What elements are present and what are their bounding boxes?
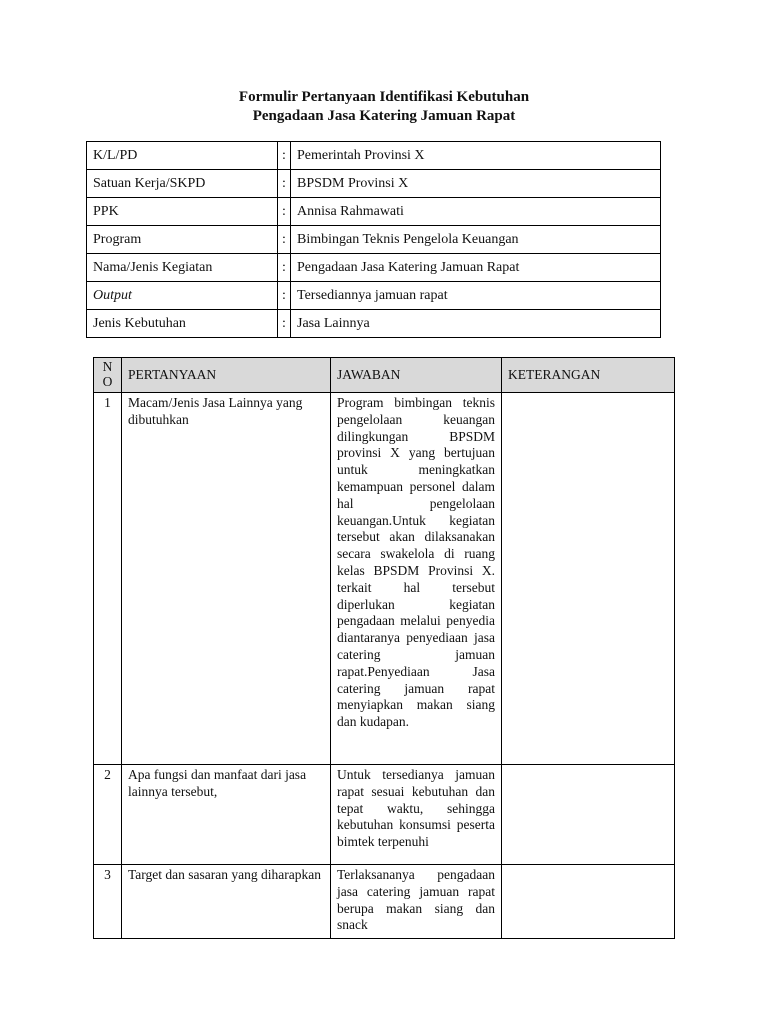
info-separator: :	[278, 170, 291, 198]
info-separator: :	[278, 282, 291, 310]
info-label: Nama/Jenis Kegiatan	[87, 254, 278, 282]
info-table	[86, 141, 661, 338]
info-label: Output	[87, 282, 278, 310]
question-table	[93, 357, 675, 939]
header-pertanyaan: PERTANYAAN	[122, 358, 331, 393]
info-value: Bimbingan Teknis Pengelola Keuangan	[291, 226, 661, 254]
table-row	[94, 393, 675, 765]
row-answer: Program bimbingan teknis pengelolaan keuangan dilingkungan BPSDM provinsi X yang bertujuan untuk meningkatkan kemampuan personel dalam hal pengelolaan keuangan.Untuk kegiatan tersebut akan dilaksanakan secara swakelola di ruang kelas BPSDM Provinsi X. terkait hal tersebut diperlukan kegiatan pengadaan melalui penyedia diantaranya penyediaan jasa catering jamuan rapat.Penyediaan Jasa catering jamuan rapat menyiapkan makan siang dan kudapan.	[331, 393, 502, 765]
info-separator: :	[278, 226, 291, 254]
info-label: PPK	[87, 198, 278, 226]
info-row-satuan-kerja	[87, 170, 661, 198]
row-question: Target dan sasaran yang diharapkan	[122, 865, 331, 939]
title-line-1: Formulir Pertanyaan Identifikasi Kebutuhan	[238, 89, 530, 105]
info-row-output	[87, 282, 661, 310]
row-number: 3	[94, 865, 122, 939]
row-answer: Terlaksananya pengadaan jasa catering jamuan rapat berupa makan siang dan snack	[331, 865, 502, 939]
header-no-line-1: N	[102, 359, 113, 374]
info-label: K/L/PD	[87, 142, 278, 170]
info-row-ppk	[87, 198, 661, 226]
info-label: Jenis Kebutuhan	[87, 310, 278, 338]
info-separator: :	[278, 198, 291, 226]
info-separator: :	[278, 254, 291, 282]
info-value: Pemerintah Provinsi X	[291, 142, 661, 170]
info-value: Tersediannya jamuan rapat	[291, 282, 661, 310]
row-question: Apa fungsi dan manfaat dari jasa lainnya tersebut,	[122, 765, 331, 865]
row-question: Macam/Jenis Jasa Lainnya yang dibutuhkan	[122, 393, 331, 765]
info-row-program	[87, 226, 661, 254]
info-label: Satuan Kerja/SKPD	[87, 170, 278, 198]
info-value: Jasa Lainnya	[291, 310, 661, 338]
header-no-line-2: O	[102, 374, 113, 389]
info-label: Program	[87, 226, 278, 254]
info-row-klpd	[87, 142, 661, 170]
info-value: Annisa Rahmawati	[291, 198, 661, 226]
row-number: 2	[94, 765, 122, 865]
info-separator: :	[278, 310, 291, 338]
header-jawaban: JAWABAN	[331, 358, 502, 393]
header-keterangan: KETERANGAN	[502, 358, 675, 393]
info-value: Pengadaan Jasa Katering Jamuan Rapat	[291, 254, 661, 282]
row-number: 1	[94, 393, 122, 765]
document-title	[0, 88, 768, 126]
info-separator: :	[278, 142, 291, 170]
row-answer: Untuk tersedianya jamuan rapat sesuai kebutuhan dan tepat waktu, sehingga kebutuhan konsumsi peserta bimtek terpenuhi	[331, 765, 502, 865]
info-row-kegiatan	[87, 254, 661, 282]
question-table-header	[94, 358, 675, 393]
table-row	[94, 865, 675, 939]
row-keterangan	[502, 765, 675, 865]
info-value: BPSDM Provinsi X	[291, 170, 661, 198]
title-line-2: Pengadaan Jasa Katering Jamuan Rapat	[252, 108, 516, 124]
info-row-jenis-kebutuhan	[87, 310, 661, 338]
header-no	[94, 358, 122, 393]
row-keterangan	[502, 865, 675, 939]
table-row	[94, 765, 675, 865]
row-keterangan	[502, 393, 675, 765]
